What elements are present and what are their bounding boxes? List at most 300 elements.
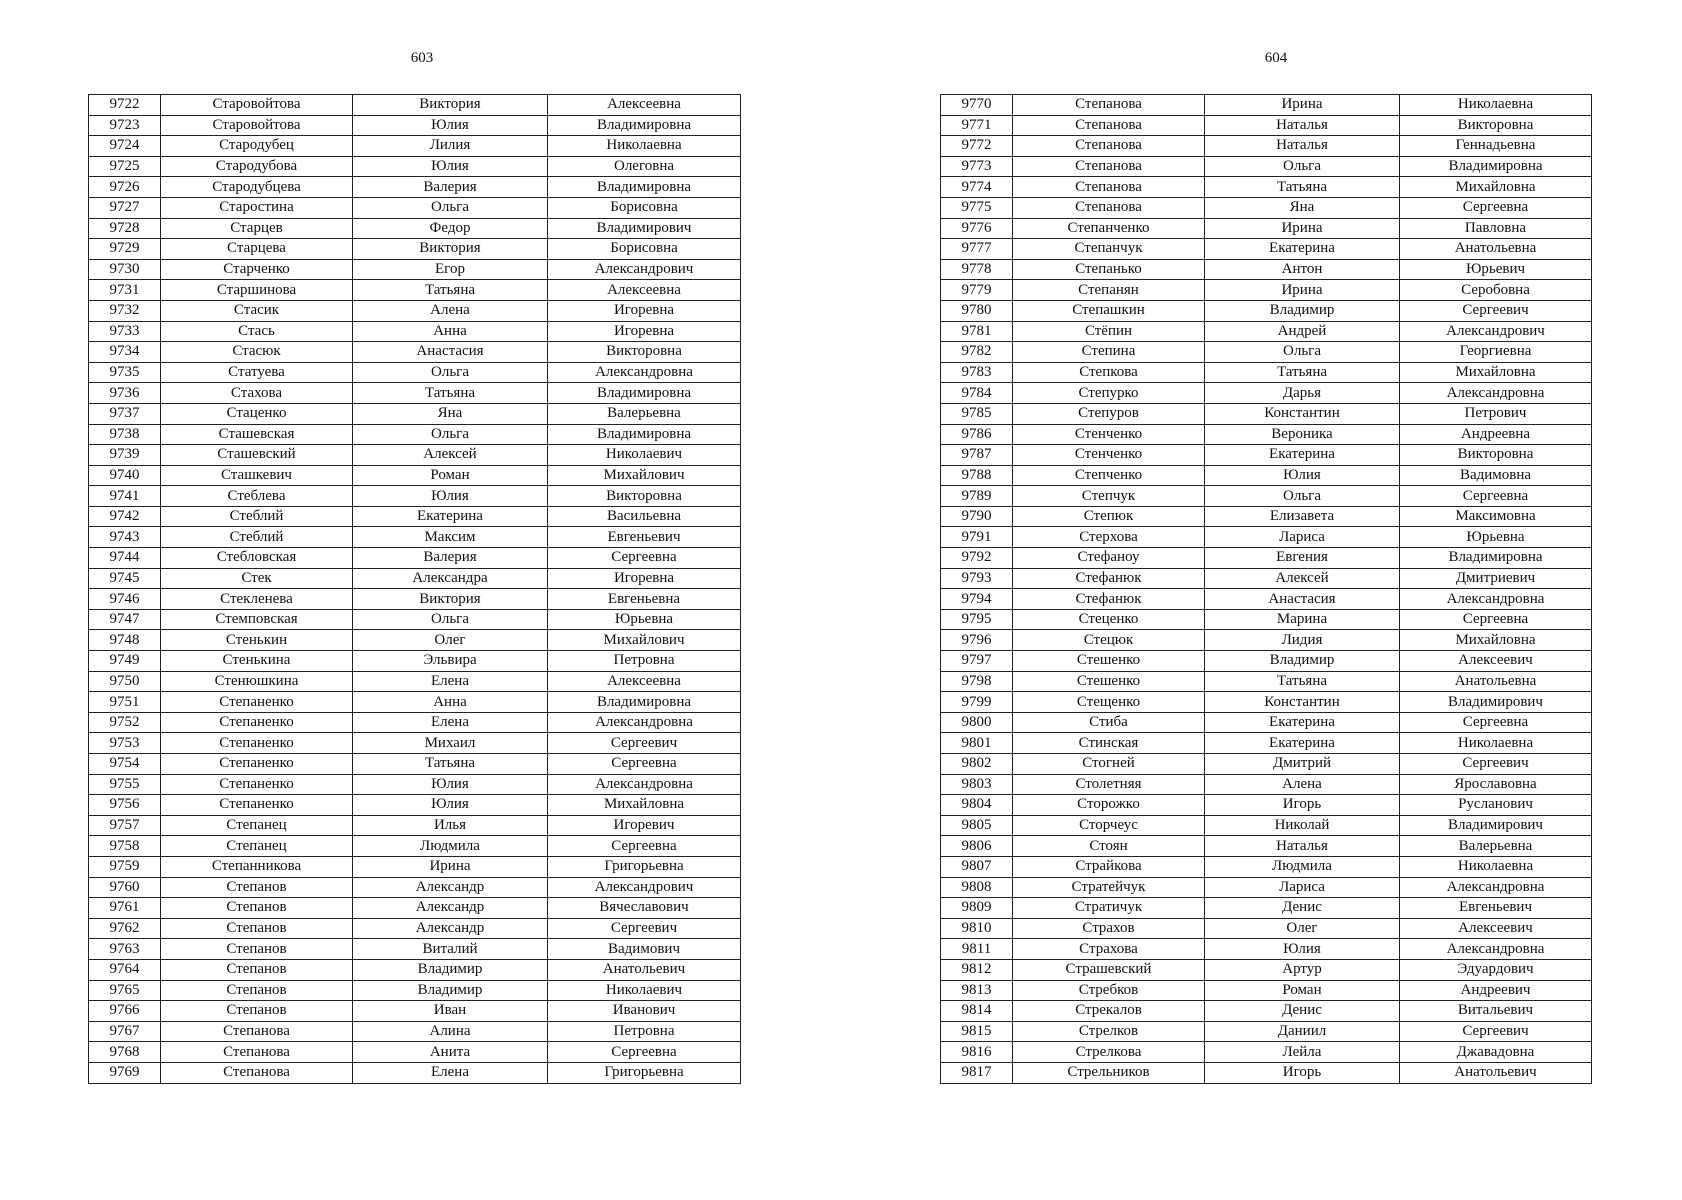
record-number-cell: 9732 [89,300,161,321]
patronymic-cell: Игоревна [548,300,741,321]
patronymic-cell: Витальевич [1400,1001,1592,1022]
table-row [941,712,1592,733]
table-row [941,321,1592,342]
record-number-cell: 9761 [89,898,161,919]
first-name-cell: Алина [353,1021,548,1042]
patronymic-cell: Андреевич [1400,980,1592,1001]
patronymic-cell: Валерьевна [1400,836,1592,857]
first-name-cell: Людмила [1205,856,1400,877]
first-name-cell: Андрей [1205,321,1400,342]
table-row [89,836,741,857]
last-name-cell: Старостина [161,197,353,218]
last-name-cell: Стинская [1013,733,1205,754]
last-name-cell: Стенюшкина [161,671,353,692]
last-name-cell: Степанян [1013,280,1205,301]
last-name-cell: Стебловская [161,548,353,569]
table-row [941,877,1592,898]
patronymic-cell: Серобовна [1400,280,1592,301]
patronymic-cell: Павловна [1400,218,1592,239]
first-name-cell: Анастасия [353,342,548,363]
patronymic-cell: Григорьевна [548,1062,741,1083]
page-number-left: 603 [410,50,434,66]
first-name-cell: Владимир [1205,651,1400,672]
record-number-cell: 9763 [89,939,161,960]
last-name-cell: Степкова [1013,362,1205,383]
first-name-cell: Вероника [1205,424,1400,445]
table-row [89,795,741,816]
record-number-cell: 9742 [89,506,161,527]
record-number-cell: 9803 [941,774,1013,795]
table-row [941,259,1592,280]
table-row [941,424,1592,445]
table-row [941,115,1592,136]
record-number-cell: 9772 [941,136,1013,157]
patronymic-cell: Александровна [548,712,741,733]
last-name-cell: Степина [1013,342,1205,363]
record-number-cell: 9737 [89,403,161,424]
first-name-cell: Ольга [353,609,548,630]
table-row [89,1001,741,1022]
first-name-cell: Владимир [353,959,548,980]
first-name-cell: Владимир [353,980,548,1001]
patronymic-cell: Викторовна [1400,445,1592,466]
first-name-cell: Иван [353,1001,548,1022]
record-number-cell: 9727 [89,197,161,218]
first-name-cell: Татьяна [353,383,548,404]
record-number-cell: 9797 [941,651,1013,672]
record-number-cell: 9784 [941,383,1013,404]
table-row [941,589,1592,610]
first-name-cell: Михаил [353,733,548,754]
first-name-cell: Ирина [1205,280,1400,301]
record-number-cell: 9810 [941,918,1013,939]
patronymic-cell: Дмитриевич [1400,568,1592,589]
last-name-cell: Страшевский [1013,959,1205,980]
first-name-cell: Ирина [1205,218,1400,239]
first-name-cell: Максим [353,527,548,548]
first-name-cell: Ольга [1205,156,1400,177]
table-row [941,836,1592,857]
patronymic-cell: Александровна [1400,939,1592,960]
patronymic-cell: Александровна [1400,877,1592,898]
table-row [89,239,741,260]
record-number-cell: 9733 [89,321,161,342]
patronymic-cell: Сергеевна [548,754,741,775]
patronymic-cell: Владимировна [1400,548,1592,569]
last-name-cell: Степанов [161,1001,353,1022]
last-name-cell: Стрелкова [1013,1042,1205,1063]
patronymic-cell: Иванович [548,1001,741,1022]
first-name-cell: Лейла [1205,1042,1400,1063]
first-name-cell: Александр [353,918,548,939]
patronymic-cell: Михайловна [1400,362,1592,383]
first-name-cell: Ирина [353,856,548,877]
first-name-cell: Алена [1205,774,1400,795]
first-name-cell: Дмитрий [1205,754,1400,775]
record-number-cell: 9806 [941,836,1013,857]
last-name-cell: Стрелков [1013,1021,1205,1042]
patronymic-cell: Сергеевич [548,733,741,754]
last-name-cell: Стёпин [1013,321,1205,342]
last-name-cell: Страхова [1013,939,1205,960]
table-row [89,959,741,980]
first-name-cell: Валерия [353,177,548,198]
last-name-cell: Степанец [161,836,353,857]
patronymic-cell: Анатольевич [548,959,741,980]
last-name-cell: Стеблий [161,527,353,548]
patronymic-cell: Юрьевич [1400,259,1592,280]
record-number-cell: 9776 [941,218,1013,239]
first-name-cell: Людмила [353,836,548,857]
patronymic-cell: Александровна [548,362,741,383]
last-name-cell: Стешенко [1013,671,1205,692]
record-number-cell: 9751 [89,692,161,713]
first-name-cell: Владимир [1205,300,1400,321]
last-name-cell: Степурко [1013,383,1205,404]
patronymic-cell: Михайлович [548,465,741,486]
first-name-cell: Игорь [1205,795,1400,816]
first-name-cell: Татьяна [1205,177,1400,198]
patronymic-cell: Сергеевна [1400,609,1592,630]
record-number-cell: 9793 [941,568,1013,589]
table-row [941,445,1592,466]
record-number-cell: 9729 [89,239,161,260]
patronymic-cell: Александровна [1400,383,1592,404]
last-name-cell: Стародубец [161,136,353,157]
record-number-cell: 9749 [89,651,161,672]
patronymic-cell: Юрьевна [548,609,741,630]
patronymic-cell: Николаевич [548,980,741,1001]
patronymic-cell: Владимирович [1400,815,1592,836]
patronymic-cell: Алексеевна [548,280,741,301]
last-name-cell: Страйкова [1013,856,1205,877]
record-number-cell: 9799 [941,692,1013,713]
first-name-cell: Анна [353,692,548,713]
table-row [941,898,1592,919]
last-name-cell: Степченко [1013,465,1205,486]
record-number-cell: 9757 [89,815,161,836]
first-name-cell: Наталья [1205,115,1400,136]
last-name-cell: Стогней [1013,754,1205,775]
table-row [941,300,1592,321]
patronymic-cell: Эдуардович [1400,959,1592,980]
first-name-cell: Татьяна [353,754,548,775]
table-row [89,465,741,486]
patronymic-cell: Алексеевич [1400,918,1592,939]
table-row [941,95,1592,116]
last-name-cell: Стещенко [1013,692,1205,713]
table-row [89,445,741,466]
table-row [89,177,741,198]
last-name-cell: Стребков [1013,980,1205,1001]
patronymic-cell: Сергеевич [1400,300,1592,321]
last-name-cell: Стародубцева [161,177,353,198]
table-row [89,754,741,775]
patronymic-cell: Анатольевич [1400,1062,1592,1083]
table-row [89,568,741,589]
table-row [89,815,741,836]
table-row [89,280,741,301]
patronymic-cell: Николаевич [548,445,741,466]
last-name-cell: Стрекалов [1013,1001,1205,1022]
first-name-cell: Екатерина [1205,239,1400,260]
last-name-cell: Старшинова [161,280,353,301]
patronymic-cell: Вячеславович [548,898,741,919]
record-number-cell: 9775 [941,197,1013,218]
patronymic-cell: Алексеевна [548,671,741,692]
record-number-cell: 9782 [941,342,1013,363]
last-name-cell: Сторчеус [1013,815,1205,836]
record-number-cell: 9771 [941,115,1013,136]
last-name-cell: Стенькин [161,630,353,651]
last-name-cell: Степанова [1013,95,1205,116]
record-number-cell: 9758 [89,836,161,857]
record-number-cell: 9754 [89,754,161,775]
table-row [89,980,741,1001]
first-name-cell: Юлия [353,156,548,177]
last-name-cell: Старовойтова [161,95,353,116]
last-name-cell: Стефанюк [1013,568,1205,589]
table-row [89,383,741,404]
first-name-cell: Наталья [1205,136,1400,157]
first-name-cell: Лилия [353,136,548,157]
table-row [89,651,741,672]
last-name-cell: Степанова [1013,136,1205,157]
table-row [941,856,1592,877]
record-number-cell: 9816 [941,1042,1013,1063]
table-row [941,280,1592,301]
patronymic-cell: Николаевна [548,136,741,157]
first-name-cell: Даниил [1205,1021,1400,1042]
first-name-cell: Екатерина [353,506,548,527]
patronymic-cell: Ярославовна [1400,774,1592,795]
patronymic-cell: Сергеевич [1400,1021,1592,1042]
table-row [941,939,1592,960]
first-name-cell: Алена [353,300,548,321]
table-row [89,95,741,116]
table-row [89,506,741,527]
table-row [941,1001,1592,1022]
last-name-cell: Стеблева [161,486,353,507]
record-number-cell: 9817 [941,1062,1013,1083]
table-row [89,548,741,569]
table-row [941,980,1592,1001]
first-name-cell: Юлия [353,486,548,507]
roster-table-left [88,94,741,1084]
record-number-cell: 9809 [941,898,1013,919]
last-name-cell: Стиба [1013,712,1205,733]
last-name-cell: Степаненко [161,754,353,775]
patronymic-cell: Михайловна [548,795,741,816]
record-number-cell: 9787 [941,445,1013,466]
last-name-cell: Степаненко [161,795,353,816]
table-row [941,177,1592,198]
table-row [89,774,741,795]
first-name-cell: Олег [353,630,548,651]
last-name-cell: Стемповская [161,609,353,630]
patronymic-cell: Александровна [1400,589,1592,610]
last-name-cell: Стасик [161,300,353,321]
first-name-cell: Юлия [353,774,548,795]
last-name-cell: Сташкевич [161,465,353,486]
first-name-cell: Ольга [1205,342,1400,363]
last-name-cell: Стародубова [161,156,353,177]
table-row [89,486,741,507]
first-name-cell: Денис [1205,1001,1400,1022]
last-name-cell: Степанникова [161,856,353,877]
first-name-cell: Яна [1205,197,1400,218]
table-row [89,527,741,548]
record-number-cell: 9802 [941,754,1013,775]
table-row [89,197,741,218]
patronymic-cell: Георгиевна [1400,342,1592,363]
first-name-cell: Татьяна [1205,671,1400,692]
first-name-cell: Ольга [1205,486,1400,507]
patronymic-cell: Максимовна [1400,506,1592,527]
record-number-cell: 9812 [941,959,1013,980]
last-name-cell: Степаненко [161,712,353,733]
record-number-cell: 9786 [941,424,1013,445]
record-number-cell: 9788 [941,465,1013,486]
first-name-cell: Егор [353,259,548,280]
last-name-cell: Степанько [1013,259,1205,280]
table-row [941,815,1592,836]
table-row [941,362,1592,383]
record-number-cell: 9767 [89,1021,161,1042]
last-name-cell: Степанчук [1013,239,1205,260]
table-row [941,156,1592,177]
first-name-cell: Николай [1205,815,1400,836]
table-row [89,609,741,630]
record-number-cell: 9723 [89,115,161,136]
last-name-cell: Степанец [161,815,353,836]
last-name-cell: Страхов [1013,918,1205,939]
record-number-cell: 9759 [89,856,161,877]
record-number-cell: 9781 [941,321,1013,342]
patronymic-cell: Александрович [548,259,741,280]
last-name-cell: Старовойтова [161,115,353,136]
table-row [89,424,741,445]
patronymic-cell: Владимирович [548,218,741,239]
last-name-cell: Старцев [161,218,353,239]
record-number-cell: 9750 [89,671,161,692]
patronymic-cell: Михайловна [1400,177,1592,198]
patronymic-cell: Васильевна [548,506,741,527]
first-name-cell: Виктория [353,589,548,610]
patronymic-cell: Михайловна [1400,630,1592,651]
first-name-cell: Ольга [353,362,548,383]
first-name-cell: Алексей [353,445,548,466]
first-name-cell: Юлия [353,115,548,136]
record-number-cell: 9785 [941,403,1013,424]
patronymic-cell: Борисовна [548,197,741,218]
patronymic-cell: Игоревна [548,568,741,589]
last-name-cell: Стась [161,321,353,342]
record-number-cell: 9766 [89,1001,161,1022]
table-row [941,239,1592,260]
first-name-cell: Екатерина [1205,712,1400,733]
table-row [89,589,741,610]
patronymic-cell: Сергеевич [1400,754,1592,775]
record-number-cell: 9724 [89,136,161,157]
last-name-cell: Степанова [1013,156,1205,177]
last-name-cell: Стратичук [1013,898,1205,919]
first-name-cell: Роман [353,465,548,486]
patronymic-cell: Вадимович [548,939,741,960]
record-number-cell: 9762 [89,918,161,939]
first-name-cell: Федор [353,218,548,239]
last-name-cell: Стенченко [1013,445,1205,466]
first-name-cell: Александр [353,898,548,919]
first-name-cell: Татьяна [1205,362,1400,383]
last-name-cell: Стекленева [161,589,353,610]
record-number-cell: 9795 [941,609,1013,630]
last-name-cell: Степанов [161,980,353,1001]
last-name-cell: Степанов [161,877,353,898]
table-row [941,197,1592,218]
first-name-cell: Анна [353,321,548,342]
patronymic-cell: Сергеевна [1400,486,1592,507]
first-name-cell: Алексей [1205,568,1400,589]
table-row [89,362,741,383]
first-name-cell: Александра [353,568,548,589]
patronymic-cell: Сергеевна [548,1042,741,1063]
last-name-cell: Степанова [161,1062,353,1083]
patronymic-cell: Олеговна [548,156,741,177]
last-name-cell: Стенькина [161,651,353,672]
record-number-cell: 9739 [89,445,161,466]
last-name-cell: Старченко [161,259,353,280]
record-number-cell: 9760 [89,877,161,898]
record-number-cell: 9755 [89,774,161,795]
table-row [89,692,741,713]
first-name-cell: Анита [353,1042,548,1063]
patronymic-cell: Николаевна [1400,856,1592,877]
record-number-cell: 9800 [941,712,1013,733]
patronymic-cell: Игоревич [548,815,741,836]
table-row [89,1042,741,1063]
patronymic-cell: Алексеевич [1400,651,1592,672]
record-number-cell: 9783 [941,362,1013,383]
table-row [941,609,1592,630]
first-name-cell: Виталий [353,939,548,960]
record-number-cell: 9778 [941,259,1013,280]
first-name-cell: Юлия [1205,939,1400,960]
table-row [941,1042,1592,1063]
table-row [89,136,741,157]
patronymic-cell: Анатольевна [1400,671,1592,692]
first-name-cell: Константин [1205,692,1400,713]
patronymic-cell: Александровна [548,774,741,795]
record-number-cell: 9777 [941,239,1013,260]
patronymic-cell: Викторовна [548,486,741,507]
last-name-cell: Стрельников [1013,1062,1205,1083]
first-name-cell: Александр [353,877,548,898]
first-name-cell: Елена [353,712,548,733]
table-row [941,527,1592,548]
first-name-cell: Виктория [353,95,548,116]
patronymic-cell: Игоревна [548,321,741,342]
first-name-cell: Лариса [1205,527,1400,548]
record-number-cell: 9807 [941,856,1013,877]
last-name-cell: Степанова [1013,115,1205,136]
record-number-cell: 9730 [89,259,161,280]
record-number-cell: 9747 [89,609,161,630]
table-row [89,321,741,342]
patronymic-cell: Владимировна [548,177,741,198]
record-number-cell: 9805 [941,815,1013,836]
table-row [941,548,1592,569]
